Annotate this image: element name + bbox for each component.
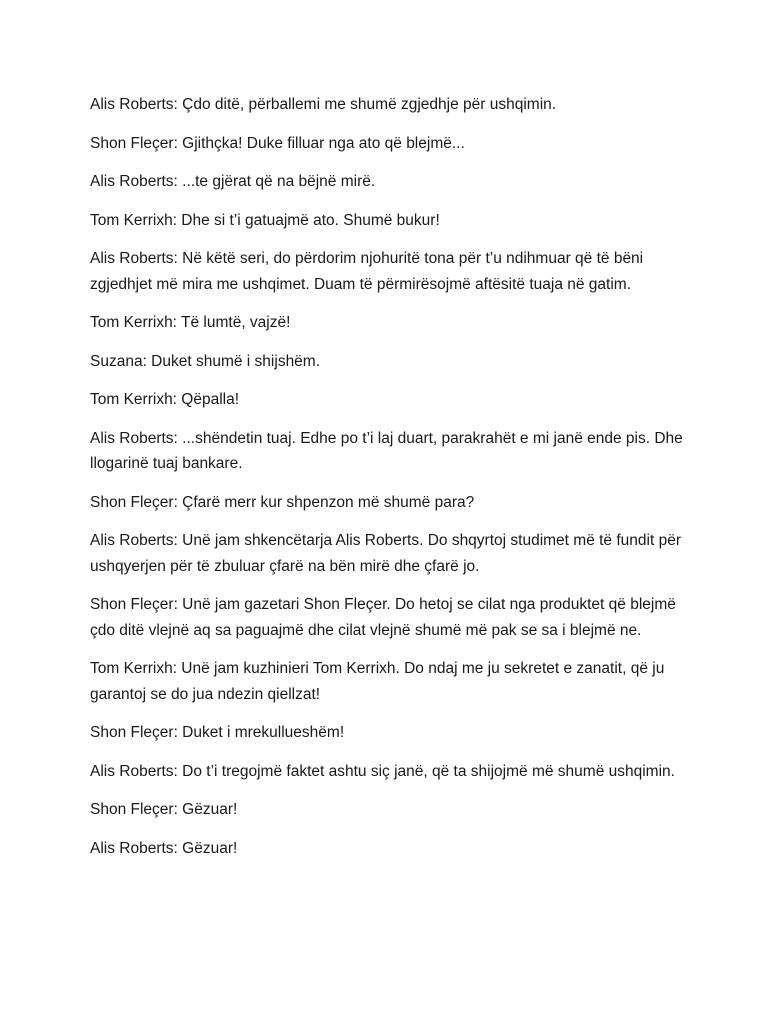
dialogue-line: Alis Roberts: ...te gjërat që na bëjnë mirë. [90,173,376,190]
dialogue-line: Alis Roberts: Çdo ditë, përballemi me shumë zgjedhje për ushqimin. [90,96,557,113]
dialogue-line: Alis Roberts: ...shëndetin tuaj. Edhe po t’i laj duart, parakrahët e mi janë ende pis. Dhe llogarinë tuaj bankare. [90,429,683,472]
dialogue-line: Tom Kerrixh: Unë jam kuzhinieri Tom Kerrixh. Do ndaj me ju sekretet e zanatit, që ju garantoj se do jua ndezin qiellzat! [90,660,665,703]
dialogue-line: Shon Fleçer: Gjithçka! Duke filluar nga ato që blejmë... [90,134,465,152]
dialogue-line: Shon Fleçer: Gëzuar! [90,801,238,818]
dialogue-line: Shon Fleçer: Unë jam gazetari Shon Fleçer. Do hetoj se cilat nga produktet që blejmë çdo ditë vlejnë aq sa paguajmë dhe cilat vlejnë shumë më pak se sa i blejmë ne. [90,596,676,639]
dialogue-line: Shon Fleçer: Çfarë merr kur shpenzon më shumë para? [90,493,475,511]
dialogue-line: Tom Kerrixh: Të lumtë, vajzë! [90,314,291,331]
dialogue-line: Shon Fleçer: Duket i mrekullueshëm! [90,724,345,741]
dialogue-line: Tom Kerrixh: Dhe si t’i gatuajmë ato. Shumë bukur! [90,211,440,229]
dialogue-line: Alis Roberts: Gëzuar! [90,839,238,857]
dialogue-line: Tom Kerrixh: Qëpalla! [90,391,240,408]
dialogue-line: Alis Roberts: Në këtë seri, do përdorim njohuritë tona për t’u ndihmuar që të bëni zgjedhjet më mira me ushqimet. Duam të përmirësojmë aftësitë tuaja në gatim. [90,250,644,293]
dialogue-transcript [90,92,700,874]
dialogue-line: Alis Roberts: Do t’i tregojmë faktet ashtu siç janë, që ta shijojmë më shumë ushqimin. [90,762,675,780]
dialogue-line: Suzana: Duket shumë i shijshëm. [90,352,321,370]
dialogue-line: Alis Roberts: Unë jam shkencëtarja Alis Roberts. Do shqyrtoj studimet më të fundit për ushqyerjen për të zbuluar çfarë na bën mirë dhe çfarë jo. [90,532,681,575]
